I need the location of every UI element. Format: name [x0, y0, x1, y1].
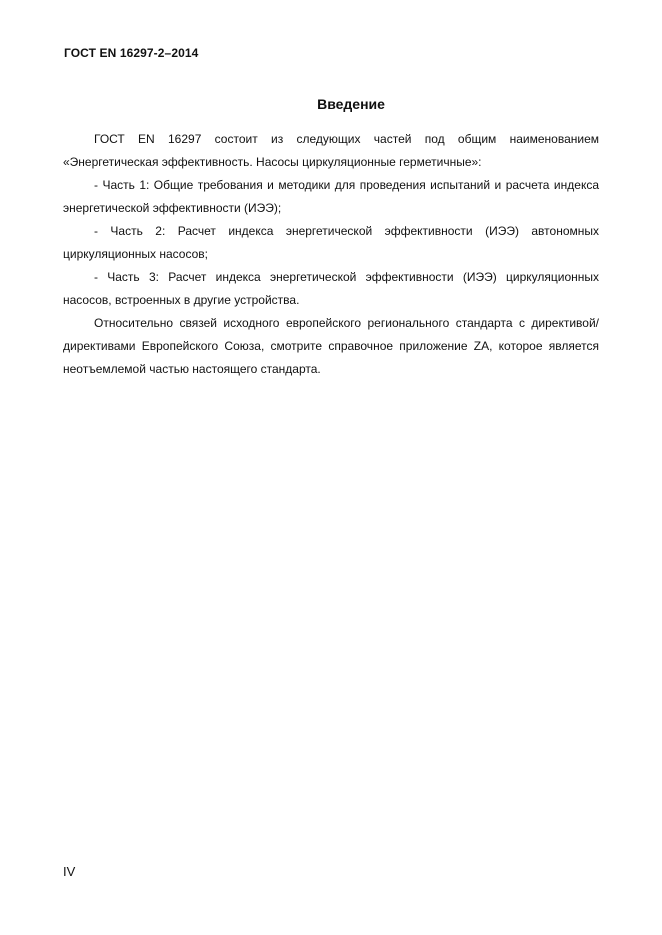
- document-id-header: ГОСТ EN 16297-2–2014: [64, 46, 199, 60]
- paragraph-intro: ГОСТ EN 16297 состоит из следующих частей под общим наименованием «Энергетическая эффективность. Насосы циркуляционные герметичные»:: [63, 132, 599, 169]
- page-number: IV: [63, 864, 76, 879]
- paragraph-part-1: - Часть 1: Общие требования и методики для проведения испытаний и расчета индекса энергетической эффективности (ИЭЭ);: [63, 178, 599, 215]
- paragraph-directive-note: Относительно связей исходного европейского регионального стандарта с директивой/директивами Европейского Союза, смотрите справочное приложение ZA, которое является неотъемлемой частью настоящего стандарта.: [63, 316, 599, 376]
- section-title: Введение: [317, 96, 385, 112]
- paragraph-part-3: - Часть 3: Расчет индекса энергетической эффективности (ИЭЭ) циркуляционных насосов, встроенных в другие устройства.: [63, 270, 599, 307]
- paragraph-part-2: - Часть 2: Расчет индекса энергетической эффективности (ИЭЭ) автономных циркуляционных насосов;: [63, 224, 599, 261]
- body-text: [63, 128, 599, 381]
